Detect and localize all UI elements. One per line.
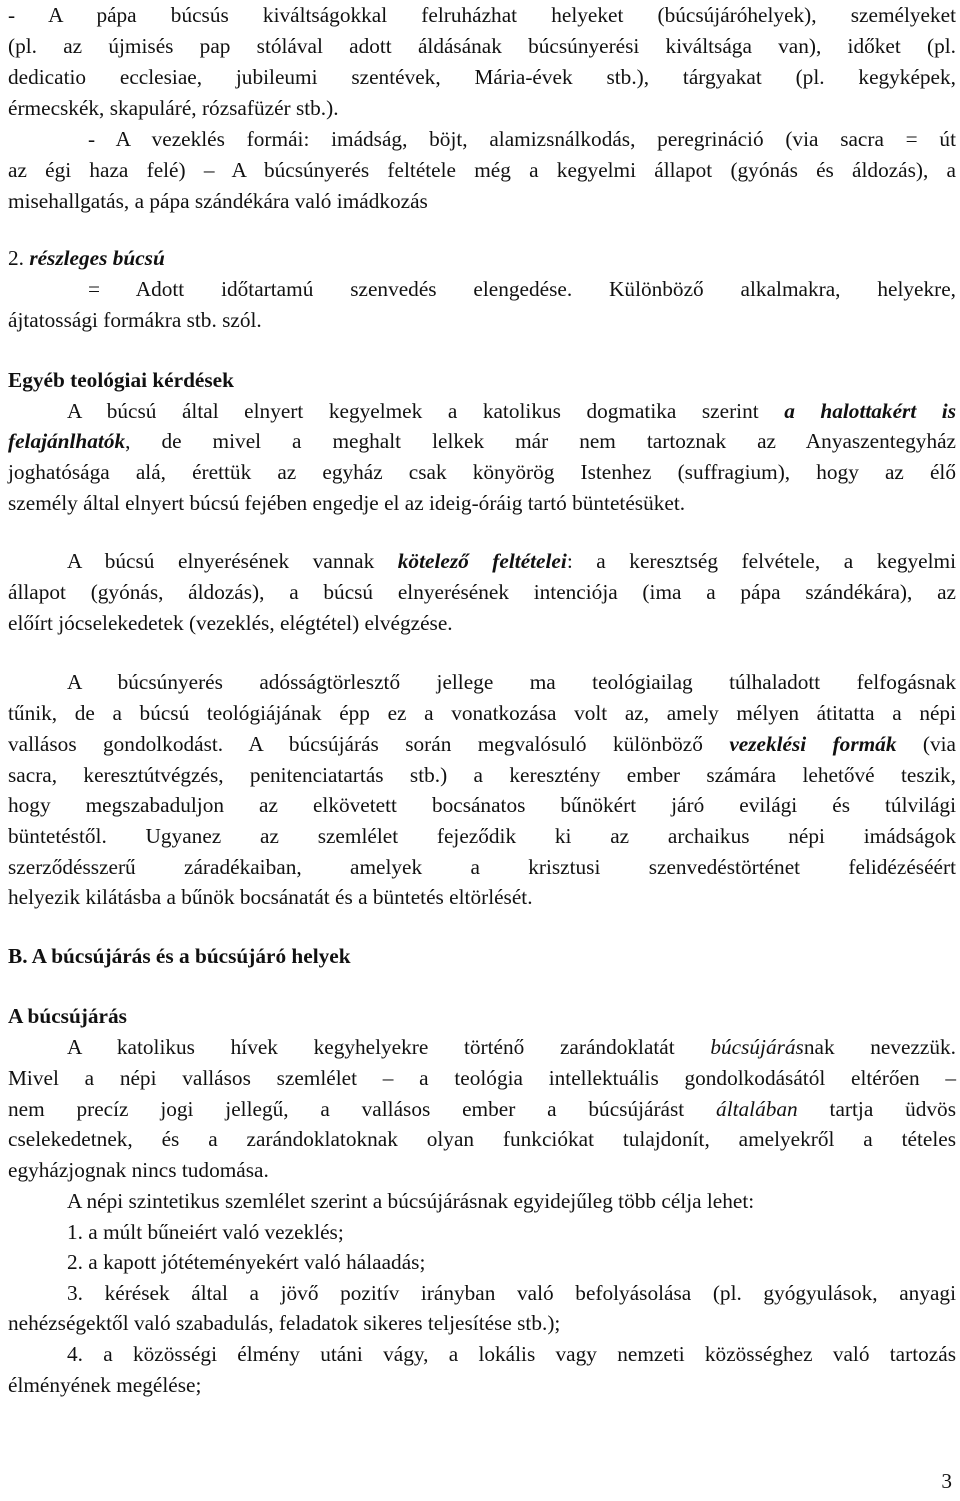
italic-text: általában: [716, 1097, 798, 1121]
list-item-continuation: nehézségektől való szabadulás, feladatok sikeres teljesítése stb.);: [8, 1311, 561, 1335]
paragraph-line: az égi haza felé) – A búcsúnyerés feltétele még a kegyelmi állapot (gyónás és áldozás), a: [8, 158, 956, 182]
section-heading: Egyéb teológiai kérdések: [8, 368, 234, 392]
paragraph-line: Mivel a népi vallásos szemlélet – a teológia intellektuális gondolkodásától eltérően –: [8, 1066, 956, 1090]
paragraph-line: hogy megszabaduljon az elkövetett bocsánatos bűnökért járó evilági és túlvilági: [8, 793, 956, 817]
section-heading: B. A búcsújárás és a búcsújáró helyek: [8, 944, 351, 968]
paragraph-line: joghatósága alá, érettük az egyház csak könyörög Istenhez (suffragium), hogy az élő: [8, 460, 956, 484]
text-span: , de mivel a meghalt lelkek már nem tartoznak az Anyaszentegyház: [125, 429, 956, 453]
list-item-continuation: élményének megélése;: [8, 1373, 202, 1397]
paragraph-line: (pl. az újmisés pap stólával adott áldásának búcsúnyerési kiváltsága van), időket (pl.: [8, 34, 956, 58]
emphasis-text: vezeklési formák: [729, 732, 897, 756]
paragraph-line: tűnik, de a búcsú teológiájának épp ez a vonatkozása volt az, amely mélyen átitatta a népi: [8, 701, 956, 725]
text-span: nak nevezzük.: [803, 1035, 956, 1059]
paragraph-line: [8, 426, 956, 456]
paragraph-line: érmecskék, skapuláré, rózsafüzér stb.).: [8, 96, 339, 120]
text-span: A katolikus hívek kegyhelyekre történő zarándoklatát: [67, 1035, 675, 1059]
emphasis-text: [710, 1035, 956, 1059]
paragraph-line: [8, 546, 956, 576]
list-item: 3. kérések által a jövő pozitív irányban való befolyásolása (pl. gyógyulások, anyagi: [67, 1281, 956, 1305]
paragraph-line: sacra, keresztútvégzés, penitenciatartás stb.) a keresztény ember számára lehetővé teszik,: [8, 763, 956, 787]
paragraph-line: [8, 396, 956, 426]
paragraph-line: helyezik kilátásba a bűnök bocsánatát és a büntetés eltörlését.: [8, 885, 533, 909]
partial-indulgence-title: részleges búcsú: [29, 246, 165, 270]
paragraph-line: személy által elnyert búcsú fejében engedje el az ideig-óráig tartó büntetésüket.: [8, 491, 686, 515]
text-span: A búcsú elnyerésének vannak: [67, 549, 375, 573]
paragraph-line: cselekedetnek, és a zarándoklatoknak olyan funkciókat tulajdonít, amelyekről a tételes: [8, 1127, 956, 1151]
paragraph-line: A búcsúnyerés adósságtörlesztő jellege ma teológiailag túlhaladott felfogásnak: [67, 670, 956, 694]
paragraph-line: - A pápa búcsús kiváltságokkal felruházhat helyeket (búcsújáróhelyek), személyeket: [8, 3, 956, 27]
paragraph-line: [8, 1094, 956, 1124]
paragraph-line: A népi szintetikus szemlélet szerint a búcsújárásnak egyidejűleg több célja lehet:: [67, 1189, 755, 1213]
partial-indulgence-heading: [8, 243, 956, 273]
paragraph-line: [8, 729, 956, 759]
paragraph-line: ájtatossági formákra stb. szól.: [8, 308, 262, 332]
text-span: : a keresztség felvétele, a kegyelmi: [566, 549, 956, 573]
text-span: (via: [922, 732, 957, 756]
paragraph-line: büntetéstől. Ugyanez az szemlélet fejeződik ki az archaikus népi imádságok: [8, 824, 956, 848]
text-span: tartja üdvös: [829, 1097, 956, 1121]
paragraph-line: egyházjognak nincs tudomása.: [8, 1158, 269, 1182]
paragraph-line: szerződésszerű záradékaiban, amelyek a krisztusi szenvedéstörténet felidézéséért: [8, 855, 956, 879]
list-number: 2.: [8, 246, 24, 270]
paragraph-line: állapot (gyónás, áldozás), a búcsú elnyerésének intenciója (ima a pápa szándékára), az: [8, 580, 956, 604]
page-number: 3: [941, 1469, 952, 1493]
list-item: 2. a kapott jótéteményekért való hálaadás;: [67, 1250, 426, 1274]
text-span: vallásos gondolkodást. A búcsújárás során megvalósuló különböző: [8, 732, 703, 756]
paragraph-line: előírt jócselekedetek (vezeklés, elégtétel) elvégzése.: [8, 611, 453, 635]
text-span: A búcsú által elnyert kegyelmek a katolikus dogmatika szerint: [67, 399, 759, 423]
paragraph-line: misehallgatás, a pápa szándékára való imádkozás: [8, 189, 428, 213]
list-item: 4. a közösségi élmény utáni vágy, a lokális vagy nemzeti közösséghez való tartozás: [67, 1342, 956, 1366]
emphasis-text: felajánlhatók: [8, 429, 126, 453]
emphasis-text: a halottakért is: [784, 399, 956, 423]
paragraph-line: dedicatio ecclesiae, jubileumi szentévek, Mária-évek stb.), tárgyakat (pl. kegyképek,: [8, 65, 956, 89]
paragraph-line: [8, 1032, 956, 1062]
italic-text: búcsújárás: [710, 1035, 804, 1059]
subsection-heading: A búcsújárás: [8, 1004, 127, 1028]
text-span: nem precíz jogi jellegű, a vallásos ember a búcsújárást: [8, 1097, 685, 1121]
paragraph-line: - A vezeklés formái: imádság, böjt, alamizsnálkodás, peregrináció (via sacra = út: [88, 127, 956, 151]
paragraph-line: = Adott időtartamú szenvedés elengedése. Különböző alkalmakra, helyekre,: [88, 277, 956, 301]
emphasis-text: kötelező feltételei: [397, 549, 567, 573]
list-item: 1. a múlt bűneiért való vezeklés;: [67, 1220, 344, 1244]
